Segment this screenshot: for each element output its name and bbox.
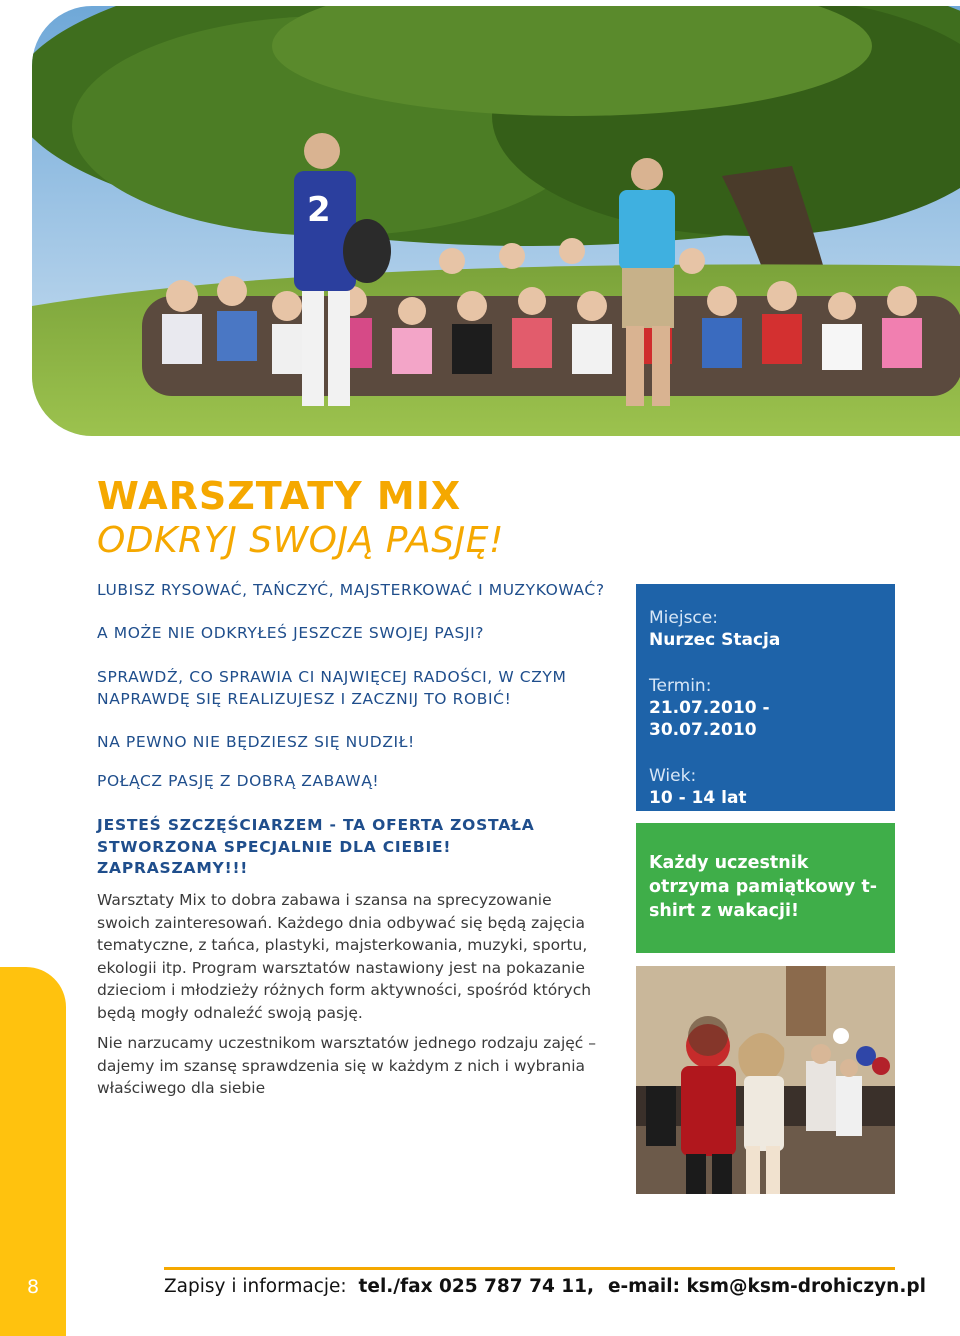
- intro-paragraph: A MOŻE NIE ODKRYŁEŚ JESZCZE SWOJEJ PASJI?: [97, 623, 485, 642]
- intro-paragraph: LUBISZ RYSOWAĆ, TAŃCZYĆ, MAJSTERKOWAĆ I MUZYKOWAĆ?: [97, 581, 605, 599]
- title-main: WARSZTATY MIX: [97, 474, 462, 518]
- body-paragraph-2: Nie narzucamy uczestnikom warsztatów jednego rodzaju zajęć – dajemy im szansę sprawdzenia się w każdym z nich i wybrania właściwego dla siebie: [97, 1034, 596, 1097]
- intro-paragraph: POŁĄCZ PASJĘ Z DOBRĄ ZABAWĄ!: [97, 771, 380, 790]
- intro-text: [97, 580, 607, 901]
- intro-paragraph: SPRAWDŹ, CO SPRAWIA CI NAJWIĘCEJ RADOŚCI, W CZYM NAPRAWDĘ SIĘ REALIZUJESZ I ZACZNIJ TO ROBIĆ!: [97, 668, 567, 708]
- footer-contact: [164, 1276, 926, 1297]
- place-value: Nurzec Stacja: [649, 630, 781, 650]
- place-label: Miejsce:: [649, 608, 718, 628]
- promo-box: Każdy uczestnik otrzyma pamiątkowy t-shirt z wakacji!: [636, 823, 895, 953]
- page-number: 8: [26, 1276, 40, 1298]
- footer-label: Zapisy i informacje:: [164, 1276, 347, 1297]
- age-label: Wiek:: [649, 766, 697, 786]
- party-photo: [636, 966, 895, 1194]
- svg-text:2: 2: [307, 190, 331, 230]
- footer-phone: tel./fax 025 787 74 11,: [358, 1276, 595, 1297]
- intro-paragraph: NA PEWNO NIE BĘDZIESZ SIĘ NUDZIŁ!: [97, 733, 415, 751]
- footer-divider: [164, 1267, 895, 1270]
- info-box: [636, 584, 895, 811]
- intro-highlight: JESTEŚ SZCZĘŚCIARZEM - TA OFERTA ZOSTAŁA STWORZONA SPECJALNIE DLA CIEBIE! ZAPRASZAMY!!!: [97, 816, 535, 877]
- age-value: 10 - 14 lat: [649, 788, 747, 808]
- date-value: 21.07.2010 - 30.07.2010: [649, 698, 770, 740]
- hero-photo: [32, 6, 960, 436]
- date-label: Termin:: [649, 676, 712, 696]
- footer-email[interactable]: e-mail: ksm@ksm-drohiczyn.pl: [607, 1276, 926, 1297]
- body-paragraph-1: Warsztaty Mix to dobra zabawa i szansa na sprecyzowanie swoich zainteresowań. Każdego dnia odbywać się będą zajęcia tematyczne, z tańca, plastyki, majsterkowania, muzyki, sportu, ekologii itp. Program warsztatów nastawiony jest na pokazanie dzieciom i młodzieży różnych form aktywności, spośród których będą mogły odnaleźć swoją pasję.: [97, 891, 592, 1022]
- page-title: [97, 474, 504, 564]
- title-subtitle: ODKRYJ SWOJĄ PASJĘ!: [97, 520, 504, 561]
